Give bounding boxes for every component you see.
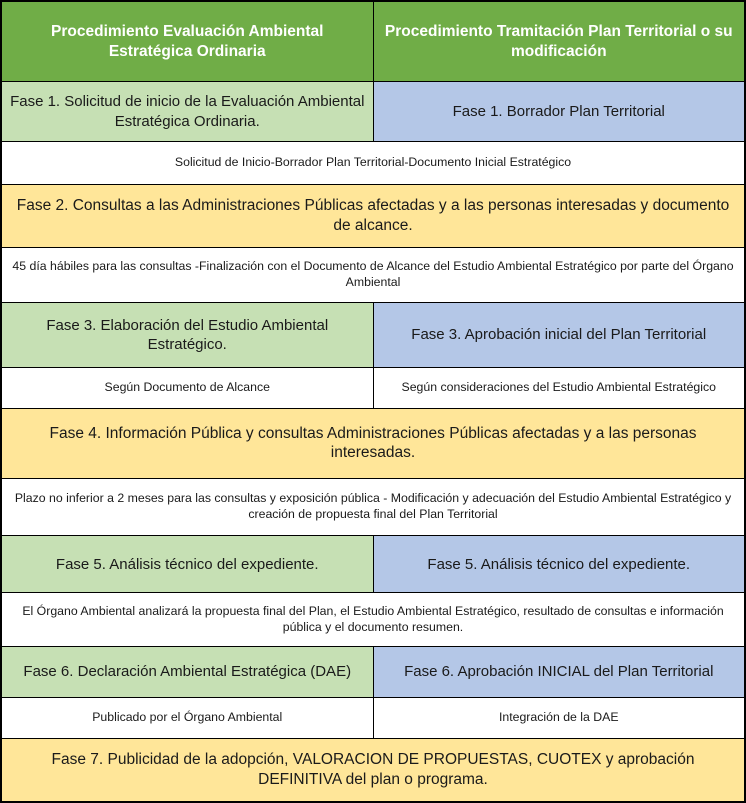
note-cell-left-6: Publicado por el Órgano Ambiental [1, 697, 373, 738]
table-header-row [1, 1, 745, 82]
phase-cell-full-4: Fase 4. Información Pública y consultas Administraciones Públicas afectadas y a las personas interesadas. [1, 409, 745, 479]
table-row [1, 536, 745, 593]
table-row [1, 738, 745, 802]
table-row [1, 141, 745, 184]
table-row [1, 184, 745, 248]
phase-cell-left-5: Fase 5. Análisis técnico del expediente. [1, 536, 373, 593]
table-row [1, 302, 745, 368]
note-cell-5: El Órgano Ambiental analizará la propuesta final del Plan, el Estudio Ambiental Estratégico, resultado de consultas e información pública y el documento resumen. [1, 593, 745, 646]
note-cell-right-3: Según consideraciones del Estudio Ambiental Estratégico [373, 368, 745, 409]
note-cell-2: 45 día hábiles para las consultas -Finalización con el Documento de Alcance del Estudio Ambiental Estratégico por parte del Órgano Ambiental [1, 248, 745, 302]
header-cell-territorial-procedure: Procedimiento Tramitación Plan Territorial o su modificación [373, 1, 745, 82]
note-cell-4: Plazo no inferior a 2 meses para las consultas y exposición pública - Modificación y adecuación del Estudio Ambiental Estratégico y creación de propuesta final del Plan Territorial [1, 478, 745, 535]
note-cell-left-3: Según Documento de Alcance [1, 368, 373, 409]
table-row [1, 593, 745, 646]
note-cell-right-6: Integración de la DAE [373, 697, 745, 738]
phase-cell-right-5: Fase 5. Análisis técnico del expediente. [373, 536, 745, 593]
phase-cell-left-3: Fase 3. Elaboración del Estudio Ambiental Estratégico. [1, 302, 373, 368]
phase-cell-left-1: Fase 1. Solicitud de inicio de la Evaluación Ambiental Estratégica Ordinaria. [1, 82, 373, 141]
phase-cell-left-6: Fase 6. Declaración Ambiental Estratégica (DAE) [1, 646, 373, 697]
table-row [1, 697, 745, 738]
table-row [1, 646, 745, 697]
table-row [1, 478, 745, 535]
phase-cell-right-6: Fase 6. Aprobación INICIAL del Plan Territorial [373, 646, 745, 697]
note-cell-1: Solicitud de Inicio-Borrador Plan Territorial-Documento Inicial Estratégico [1, 141, 745, 184]
phase-cell-full-7: Fase 7. Publicidad de la adopción, VALORACION DE PROPUESTAS, CUOTEX y aprobación DEFINITIVA del plan o programa. [1, 738, 745, 802]
phase-cell-right-1: Fase 1. Borrador Plan Territorial [373, 82, 745, 141]
table-row [1, 368, 745, 409]
table-row [1, 248, 745, 302]
phase-cell-full-2: Fase 2. Consultas a las Administraciones Públicas afectadas y a las personas interesadas y documento de alcance. [1, 184, 745, 248]
table-row [1, 82, 745, 141]
phase-cell-right-3: Fase 3. Aprobación inicial del Plan Territorial [373, 302, 745, 368]
header-cell-environmental-procedure: Procedimiento Evaluación Ambiental Estratégica Ordinaria [1, 1, 373, 82]
table-row [1, 409, 745, 479]
